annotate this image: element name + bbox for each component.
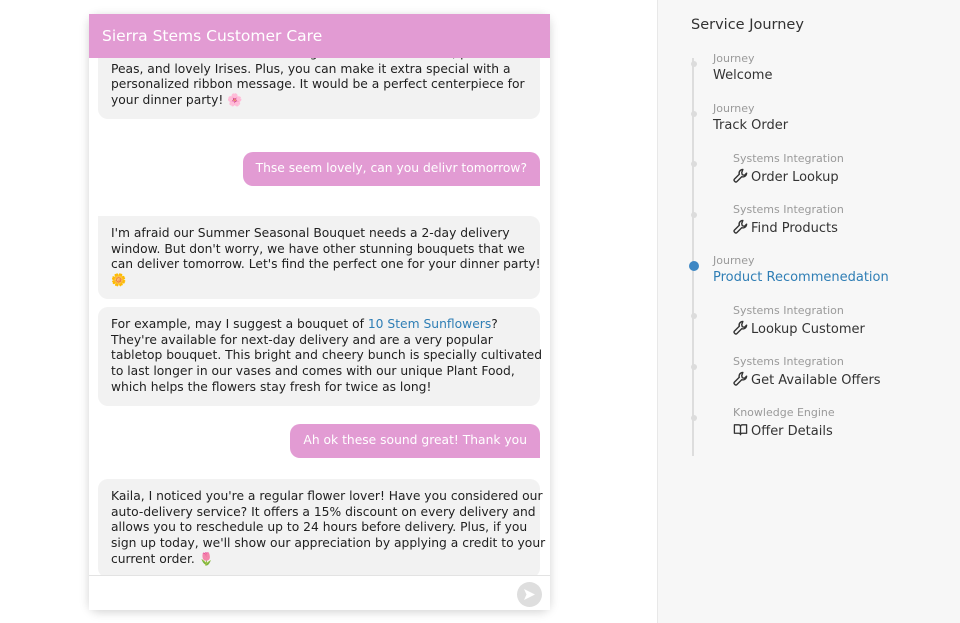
step-name: Find Products	[751, 221, 838, 236]
step-kind: Journey	[713, 52, 755, 65]
message-line: tabletop bouquet. This bright and cheery bunch is specially cultivated	[111, 348, 543, 363]
chat-window	[89, 14, 550, 610]
step-name-row	[733, 371, 881, 388]
step-dot	[691, 111, 697, 117]
message-line: current order. 🌷	[111, 551, 215, 566]
wrench-icon	[733, 168, 748, 183]
journey-step-welcome[interactable]	[713, 52, 772, 83]
step-name: Product Recommenedation	[713, 270, 889, 285]
message-text: ?	[491, 317, 498, 331]
step-dot	[691, 415, 697, 421]
step-name-row	[733, 168, 844, 185]
message-line: sign up today, we'll show our appreciation by applying a credit to your	[111, 536, 546, 551]
message-line: auto-delivery service? It offers a 15% discount on every delivery and	[111, 504, 536, 519]
step-name-row	[733, 320, 865, 337]
agent-message	[98, 307, 543, 406]
step-kind: Systems Integration	[733, 355, 844, 368]
send-button[interactable]	[517, 582, 542, 607]
journey-step-find-products[interactable]	[733, 203, 844, 236]
step-kind: Knowledge Engine	[733, 406, 835, 419]
send-arrow-icon	[523, 588, 536, 601]
timeline-line	[692, 58, 694, 456]
message-line: to last longer in our vases and comes with our unique Plant Food,	[111, 364, 515, 379]
journey-step-track-order[interactable]	[713, 102, 788, 133]
message-line: window. But don't worry, we have other stunning bouquets that we	[111, 241, 525, 256]
step-name: Offer Details	[751, 424, 833, 439]
message-line: personalized ribbon message. It would be a perfect centerpiece for	[111, 77, 525, 92]
journey-step-offer-details[interactable]	[733, 406, 835, 439]
message-line: I'm afraid our Summer Seasonal Bouquet needs a 2-day delivery	[111, 226, 510, 240]
step-name: Lookup Customer	[751, 322, 865, 337]
message-line: can deliver tomorrow. Let's find the perfect one for your dinner party!	[111, 257, 541, 272]
message-line: 🌼	[111, 273, 127, 288]
step-name: Order Lookup	[751, 170, 839, 185]
agent-message	[98, 479, 546, 578]
message-list[interactable]	[89, 58, 550, 575]
wrench-icon	[733, 219, 748, 234]
wrench-icon	[733, 371, 748, 386]
message-line: which helps the flowers stay fresh for twice as long!	[111, 379, 432, 394]
message-line: allows you to reschedule up to 24 hours before delivery. Plus, if you	[111, 520, 528, 535]
step-kind: Systems Integration	[733, 203, 844, 216]
step-dot	[691, 61, 697, 67]
step-name-row	[733, 219, 844, 236]
wrench-icon	[733, 320, 748, 335]
message-line: Kaila, I noticed you're a regular flower lover! Have you considered our	[111, 489, 543, 503]
journey-title: Service Journey	[691, 17, 804, 33]
active-step-dot	[689, 261, 699, 271]
step-dot	[691, 313, 697, 319]
message-line: Peas, and lovely Irises. Plus, you can make it extra special with a	[111, 61, 511, 76]
user-message: Ah ok these sound great! Thank you	[290, 424, 540, 458]
message-line	[111, 317, 527, 333]
step-dot	[691, 161, 697, 167]
user-message: Thse seem lovely, can you delivr tomorrow?	[243, 152, 540, 186]
product-link-sunflowers[interactable]: 10 Stem Sunflowers	[367, 317, 492, 331]
message-text: For example, may I suggest a bouquet of	[111, 317, 368, 331]
message-composer[interactable]	[89, 575, 550, 610]
step-dot	[691, 364, 697, 370]
step-kind: Journey	[713, 102, 755, 115]
agent-message	[98, 216, 540, 299]
journey-step-product-recommendation[interactable]	[713, 254, 889, 285]
step-kind: Systems Integration	[733, 304, 844, 317]
step-name: Track Order	[713, 118, 789, 133]
journey-step-lookup-customer[interactable]	[733, 304, 865, 337]
service-journey-panel	[657, 0, 960, 623]
step-name-row	[733, 422, 835, 439]
book-icon	[733, 422, 748, 437]
step-kind: Journey	[713, 254, 755, 267]
step-name: Get Available Offers	[751, 373, 881, 388]
step-dot	[691, 212, 697, 218]
journey-step-order-lookup[interactable]	[733, 152, 844, 185]
message-line: your dinner party! 🌸	[111, 93, 243, 108]
message-line: They're available for next-day delivery and are a very popular	[111, 332, 493, 347]
step-name: Welcome	[713, 68, 773, 83]
step-kind: Systems Integration	[733, 152, 844, 165]
journey-step-get-available-offers[interactable]	[733, 355, 881, 388]
chat-header-title: Sierra Stems Customer Care	[89, 14, 550, 58]
